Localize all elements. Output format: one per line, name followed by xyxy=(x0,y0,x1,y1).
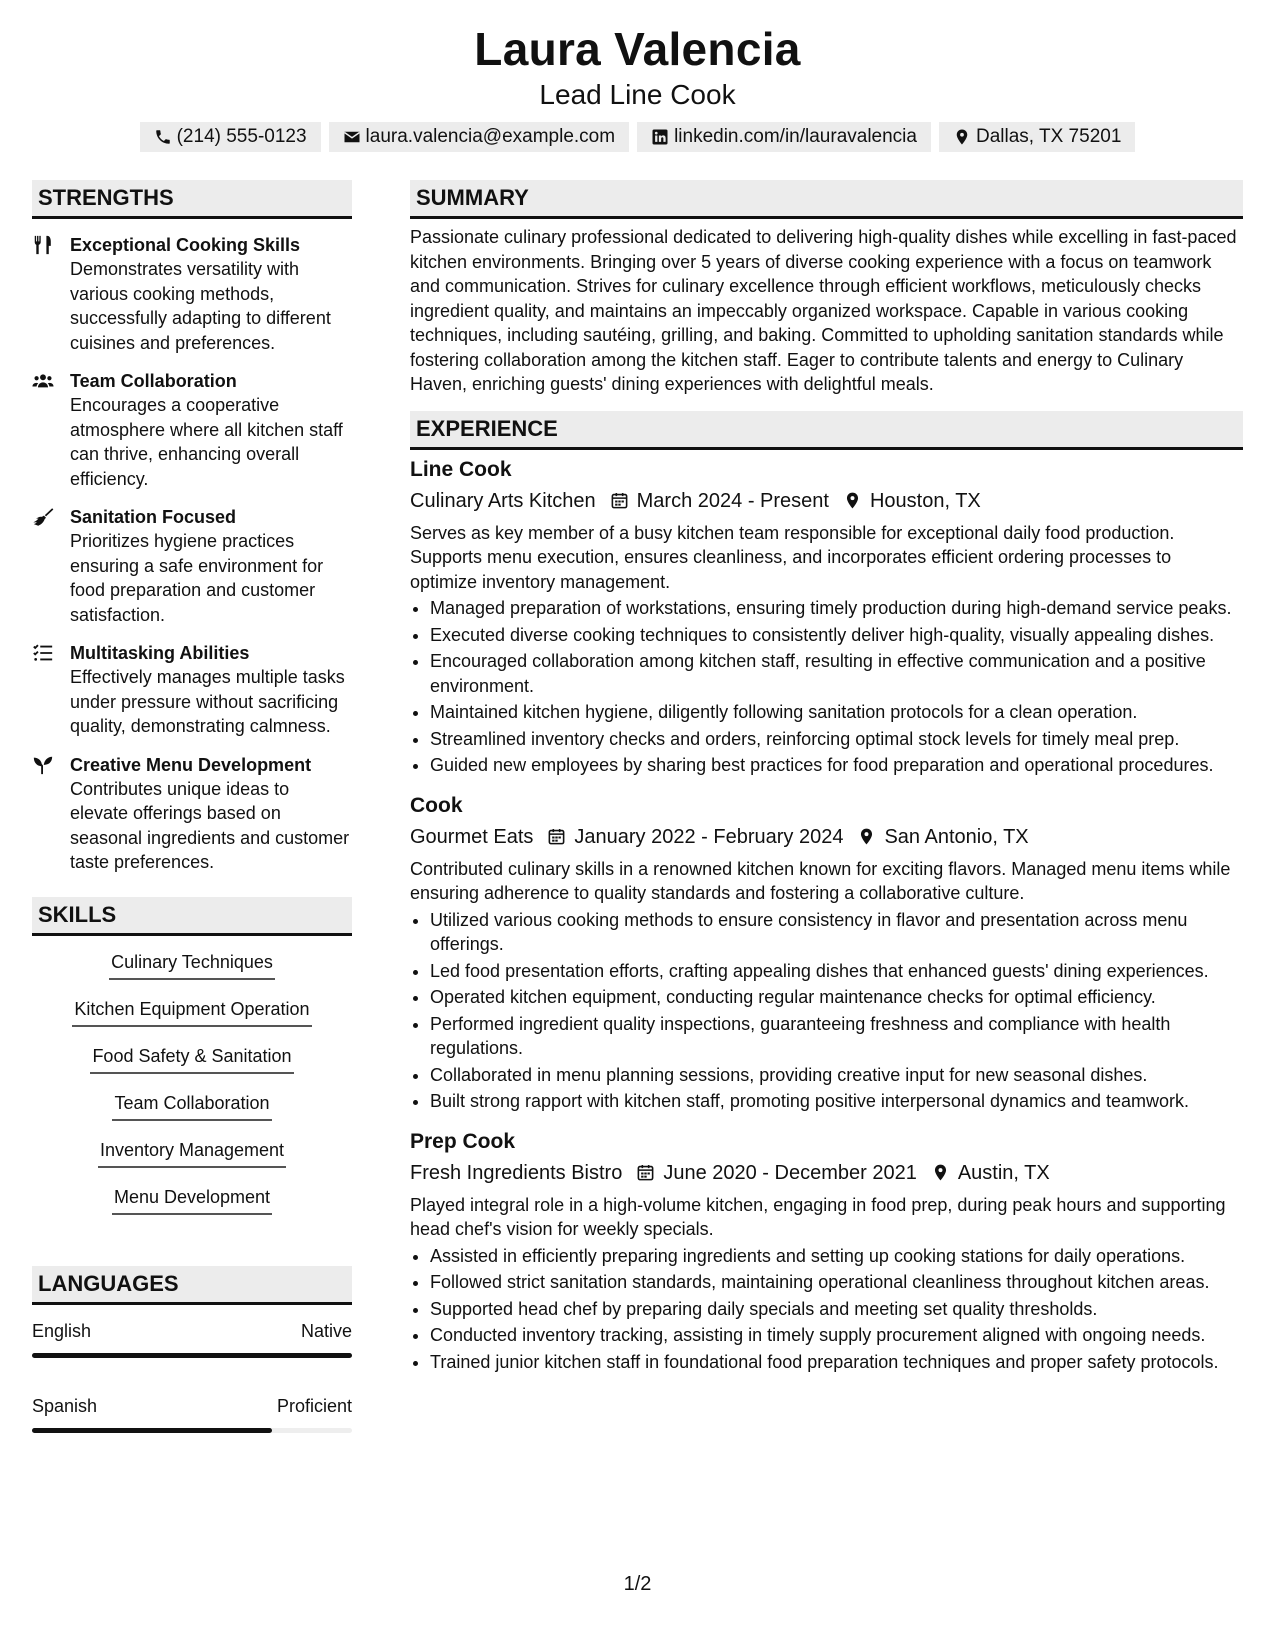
skill-tag: Menu Development xyxy=(112,1185,272,1215)
utensils-icon xyxy=(32,234,54,256)
experience-heading: EXPERIENCE xyxy=(410,411,1243,450)
job-bullet: • Encouraged collaboration among kitchen staff, resulting in effective communication and a positive environment. xyxy=(430,649,1243,698)
strengths-heading: STRENGTHS xyxy=(32,180,352,219)
contact-email[interactable]: laura.valencia@example.com xyxy=(329,122,630,152)
job-entry xyxy=(410,792,1243,1114)
job-bullet: • Guided new employees by sharing best practices for food preparation and operational procedures. xyxy=(430,753,1243,778)
map-pin-icon xyxy=(953,128,971,146)
languages-heading: LANGUAGES xyxy=(32,1266,352,1305)
right-column xyxy=(410,180,1243,1376)
job-bullet: • Conducted inventory tracking, assisting in timely supply procurement aligned with ongoing needs. xyxy=(430,1323,1243,1348)
skill-tag: Kitchen Equipment Operation xyxy=(72,997,311,1027)
map-pin-icon xyxy=(857,827,876,846)
job-bullet: • Executed diverse cooking techniques to consistently deliver high-quality, visually appealing dishes. xyxy=(430,623,1243,648)
linkedin-icon xyxy=(651,128,669,146)
job-bullets xyxy=(410,1244,1243,1375)
candidate-name: Laura Valencia xyxy=(474,23,801,75)
users-icon xyxy=(32,370,54,392)
contact-location: Dallas, TX 75201 xyxy=(939,122,1135,152)
job-position: Prep Cook xyxy=(410,1129,516,1153)
strength-item: Multitasking Abilities Effectively manages multiple tasks under pressure without sacrificing quality, demonstrating calmness. xyxy=(32,641,352,739)
summary-heading: SUMMARY xyxy=(410,180,1243,219)
job-bullet: • Operated kitchen equipment, conducting regular maintenance checks for optimal efficiency. xyxy=(430,985,1243,1010)
job-position: Cook xyxy=(410,793,463,817)
job-company: Culinary Arts Kitchen xyxy=(410,489,596,512)
experience-list xyxy=(410,456,1243,1375)
seedling-icon xyxy=(32,754,54,776)
job-meta xyxy=(410,1159,1243,1187)
strength-item: Creative Menu Development Contributes unique ideas to elevate offerings based on seasonal ingredients and customer taste preferences. xyxy=(32,753,352,875)
job-dates: June 2020 - December 2021 xyxy=(663,1161,917,1184)
languages-list xyxy=(32,1319,352,1433)
language-proficiency-bar xyxy=(32,1428,352,1433)
job-description: Contributed culinary skills in a renowned kitchen known for exciting flavors. Managed menu items while ensuring adherence to quality standards and fostering a collaborative culture. xyxy=(410,858,1231,903)
job-company: Gourmet Eats xyxy=(410,825,534,848)
job-bullet: • Maintained kitchen hygiene, diligently following sanitation protocols for a clean operation. xyxy=(430,700,1243,725)
language-proficiency-bar xyxy=(32,1353,352,1358)
calendar-icon xyxy=(547,827,566,846)
resume-header xyxy=(0,0,1275,152)
job-position: Line Cook xyxy=(410,457,512,481)
calendar-icon xyxy=(610,491,629,510)
calendar-icon xyxy=(636,1163,655,1182)
skills-heading: SKILLS xyxy=(32,897,352,936)
strength-item: Team Collaboration Encourages a cooperative atmosphere where all kitchen staff can thrive, enhancing overall efficiency. xyxy=(32,369,352,491)
job-bullet: • Streamlined inventory checks and orders, reinforcing optimal stock levels for timely meal prep. xyxy=(430,727,1243,752)
contact-linkedin[interactable]: linkedin.com/in/lauravalencia xyxy=(637,122,931,152)
map-pin-icon xyxy=(931,1163,950,1182)
skills-list xyxy=(32,950,352,1232)
contact-phone[interactable]: (214) 555-0123 xyxy=(140,122,321,152)
page-number: 1/2 xyxy=(623,1573,652,1595)
language-item xyxy=(32,1394,352,1418)
phone-icon xyxy=(154,128,172,146)
job-dates: March 2024 - Present xyxy=(636,489,829,512)
job-bullet: • Trained junior kitchen staff in foundational food preparation techniques and proper safety protocols. xyxy=(430,1350,1243,1375)
job-location: San Antonio, TX xyxy=(884,825,1029,848)
job-title-headline: Lead Line Cook xyxy=(539,79,736,110)
strength-item: Exceptional Cooking Skills Demonstrates versatility with various cooking methods, successfully adapting to different cuisines and preferences. xyxy=(32,233,352,355)
job-bullet: • Assisted in efficiently preparing ingredients and setting up cooking stations for daily operations. xyxy=(430,1244,1243,1269)
job-bullet: • Supported head chef by preparing daily specials and meeting set quality thresholds. xyxy=(430,1297,1243,1322)
language-level: Native xyxy=(300,1320,352,1341)
broom-icon xyxy=(32,506,54,528)
language-name: Spanish xyxy=(32,1395,98,1416)
skill-tag: Food Safety & Sanitation xyxy=(90,1044,293,1074)
job-bullet: • Followed strict sanitation standards, maintaining operational cleanliness throughout kitchen areas. xyxy=(430,1270,1243,1295)
skill-tag: Inventory Management xyxy=(98,1138,286,1168)
list-check-icon xyxy=(32,642,54,664)
language-item xyxy=(32,1319,352,1343)
left-column xyxy=(32,180,352,1469)
job-bullets xyxy=(410,908,1243,1114)
language-level: Proficient xyxy=(276,1395,352,1416)
job-location: Houston, TX xyxy=(869,489,981,512)
language-name: English xyxy=(32,1320,92,1341)
job-bullet: • Collaborated in menu planning sessions, providing creative input for new seasonal dishes. xyxy=(430,1063,1243,1088)
job-bullets xyxy=(410,596,1243,778)
job-description: Played integral role in a high-volume kitchen, engaging in food prep, during peak hours and supporting head chef's vision for weekly specials. xyxy=(410,1194,1226,1239)
language-proficiency-fill xyxy=(32,1353,352,1358)
job-entry xyxy=(410,1128,1243,1375)
job-meta xyxy=(410,823,1243,851)
job-location: Austin, TX xyxy=(957,1161,1050,1184)
job-description: Serves as key member of a busy kitchen team responsible for exceptional daily food production. Supports menu execution, ensures cleanliness, and incorporates efficient ordering processes to optimize inventory management. xyxy=(410,522,1175,592)
job-company: Fresh Ingredients Bistro xyxy=(410,1161,623,1184)
job-bullet: • Built strong rapport with kitchen staff, promoting positive interpersonal dynamics and teamwork. xyxy=(430,1089,1243,1114)
skill-tag: Team Collaboration xyxy=(112,1091,271,1121)
job-bullet: • Utilized various cooking methods to ensure consistency in flavor and presentation across menu offerings. xyxy=(430,908,1243,957)
job-bullet: • Led food presentation efforts, crafting appealing dishes that enhanced guests' dining experiences. xyxy=(430,959,1243,984)
job-entry xyxy=(410,456,1243,778)
skill-tag: Culinary Techniques xyxy=(109,950,275,980)
envelope-icon xyxy=(343,128,361,146)
job-meta xyxy=(410,487,1243,515)
contact-bar xyxy=(0,122,1275,152)
strength-item: Sanitation Focused Prioritizes hygiene practices ensuring a safe environment for food preparation and customer satisfaction. xyxy=(32,505,352,627)
job-bullet: • Performed ingredient quality inspections, guaranteeing freshness and compliance with health regulations. xyxy=(430,1012,1243,1061)
job-bullet: • Managed preparation of workstations, ensuring timely production during high-demand service peaks. xyxy=(430,596,1243,621)
summary-text: Passionate culinary professional dedicated to delivering high-quality dishes while excelling in fast-paced kitchen environments. Bringing over 5 years of diverse cooking experience with a focus on teamwork and communication. Strives for culinary excellence through efficient workflows, meticulously checks ingredient quality, and maintains an impeccably organized workspace. Capable in various cooking techniques, including sautéing, grilling, and baking. Committed to upholding sanitation standards while fostering collaboration among the kitchen staff. Eager to contribute talents and energy to Culinary Haven, enriching guests' dining experiences with delightful meals. xyxy=(410,227,1237,394)
job-dates: January 2022 - February 2024 xyxy=(574,825,844,848)
map-pin-icon xyxy=(843,491,862,510)
language-proficiency-fill xyxy=(32,1428,272,1433)
